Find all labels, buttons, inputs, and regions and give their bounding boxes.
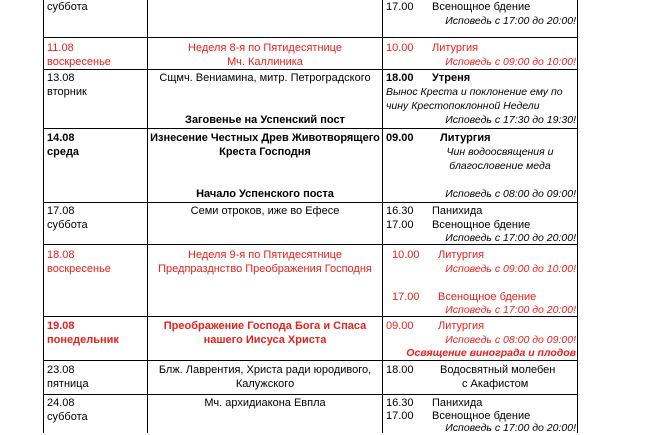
confession-note: Исповедь с 08:00 до 09:00! [445,334,576,346]
weekday: понедельник [47,334,119,346]
service-time: 16.30 [386,205,414,217]
row-separator [43,360,577,361]
row-separator [43,69,577,70]
service-name: Водосвятный молебен [440,364,556,376]
service-note: Чин водоосвящения и [446,146,554,158]
service-time: 09.00 [386,320,414,332]
service-time: 17.00 [386,410,414,422]
row-separator [43,37,577,38]
service-name: Панихида [432,205,483,217]
table-border-right [577,0,578,433]
date: 19.08 [47,320,75,332]
weekday: суббота [47,411,88,423]
weekday: пятница [47,378,89,390]
service-time: 16.30 [386,397,414,409]
service-name: Панихида [432,397,483,409]
confession-note: Исповедь с 17:30 до 19:30! [445,114,576,126]
weekday: воскресенье [47,263,111,275]
feast-line: Мч. Каллиника [227,56,303,68]
feast-line: Неделя 8-я по Пятидесятнице [188,42,342,54]
service-time: 17.00 [386,1,414,13]
service-name: Литургия [432,42,479,54]
feast-line: Неделя 9-я по Пятидесятнице [188,249,342,261]
confession-note: Исповедь с 17:00 до 20:00! [445,422,576,434]
service-time: 17.00 [386,219,414,231]
service-note: благословение меда [449,160,551,172]
confession-note: Исповедь с 17:00 до 20:00! [445,232,576,244]
row-separator [43,202,577,203]
blessing-note: Освящение винограда и плодов [406,347,576,359]
feast-line: Креста Господня [219,146,311,158]
service-name: Всенощное бдение [432,1,531,13]
service-name: Всенощное бдение [438,291,537,303]
feast-line: Калужского [235,378,295,390]
confession-note: Исповедь с 08:00 до 09:00! [445,188,576,200]
feast-line: Начало Успенского поста [196,188,334,200]
table-border-left [43,0,44,433]
confession-note: Исповедь с 17:00 до 20:00! [445,15,576,27]
service-time: 18.00 [386,72,414,84]
service-note: Вынос Креста и поклонение ему по [386,86,563,98]
service-time: 09.00 [386,132,414,144]
date: 14.08 [47,132,75,144]
weekday: среда [47,146,80,158]
date: 17.08 [47,205,75,217]
feast-line: Заговенье на Успенский пост [185,114,345,126]
service-time: 17.00 [392,291,420,303]
confession-note: Исповедь с 09:00 до 10:00! [445,263,576,275]
confession-note: Исповедь с 17:00 до 20:00! [445,304,576,316]
date: 18.08 [47,249,75,261]
feast-line: Преображение Господа Бога и Спаса [163,320,367,332]
weekday: суббота [47,1,88,13]
row-separator [43,394,577,395]
service-name: с Акафистом [462,378,529,390]
service-time: 10.00 [392,249,420,261]
date: 24.08 [47,397,75,409]
feast-line: Предпразднство Преображения Господня [158,263,372,275]
service-name: Всенощное бдение [432,219,531,231]
feast-line: Сщмч. Вениамина, митр. Петроградского [159,72,371,84]
date: 23.08 [47,364,75,376]
feast-line: нашего Иисуса Христа [203,334,327,346]
feast-line: Мч. архидиакона Евпла [204,397,326,409]
feast-line: Блж. Лаврентия, Христа ради юродивого, [158,364,372,376]
confession-note: Исповедь с 09:00 до 10:00! [445,56,576,68]
service-name: Литургия [438,249,485,261]
table-divider-feast [382,0,383,433]
service-time: 18.00 [386,364,414,376]
service-time: 10.00 [386,42,414,54]
service-name: Литургия [438,320,485,332]
date: 13.08 [47,72,75,84]
service-name: Литургия [440,132,491,144]
weekday: воскресенье [47,56,111,68]
row-separator [43,128,577,129]
weekday: вторник [47,86,87,98]
service-note: чину Крестопоклонной Недели [386,100,540,112]
feast-line: Семи отроков, иже во Ефесе [190,205,340,217]
service-name: Утреня [432,72,471,84]
weekday: суббота [47,219,88,231]
feast-line: Изнесение Честных Древ Животворящего [150,132,380,144]
date: 11.08 [47,42,74,54]
service-name: Всенощное бдение [432,410,531,422]
